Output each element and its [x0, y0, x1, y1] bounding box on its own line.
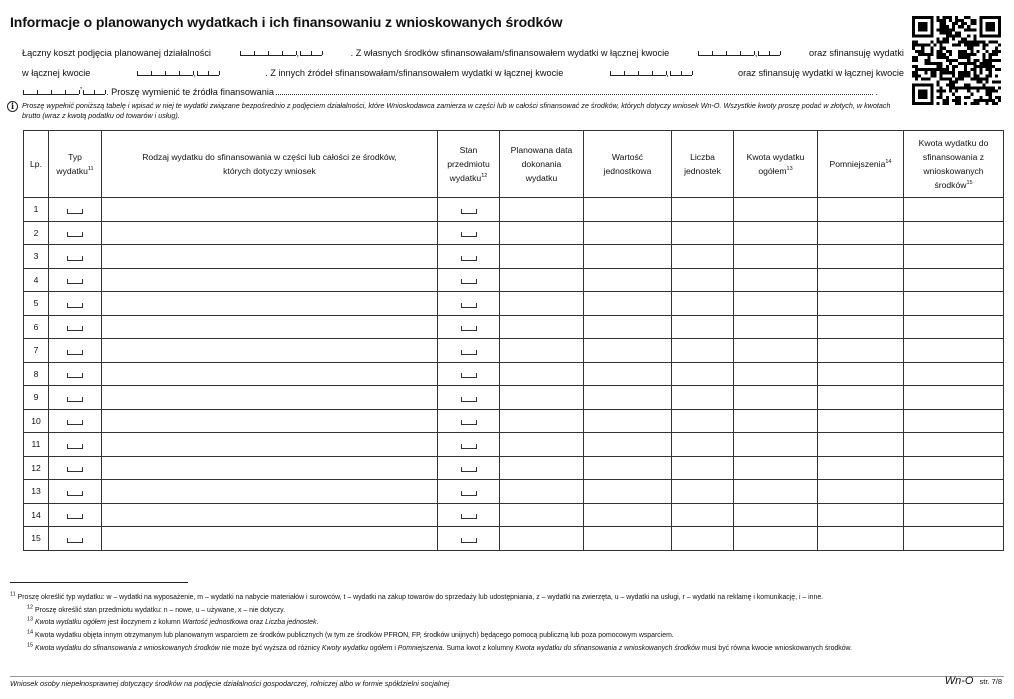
table-row	[24, 245, 1004, 269]
row-number: 2	[24, 221, 49, 245]
kwota-fin-cell[interactable]	[904, 198, 1004, 222]
kwota-fin-cell[interactable]	[904, 268, 1004, 292]
pomniejszenia-cell[interactable]	[818, 503, 904, 527]
own-funds-planned-field[interactable]: ,	[137, 64, 219, 72]
typ-cell[interactable]	[49, 339, 102, 363]
entry-box[interactable]	[67, 209, 83, 214]
stan-cell[interactable]	[438, 386, 500, 410]
stan-cell[interactable]	[438, 339, 500, 363]
intro-text: . Z własnych środków sfinansowałam/sfinansowałem wydatki w łącznej kwocie	[350, 48, 670, 58]
kwota-cell[interactable]	[734, 456, 818, 480]
page-title: Informacje o planowanych wydatkach i ich finansowaniu z wnioskowanych środków	[10, 14, 563, 30]
entry-box[interactable]	[67, 467, 83, 472]
entry-box[interactable]	[461, 397, 477, 402]
entry-box[interactable]	[461, 373, 477, 378]
entry-box[interactable]	[461, 538, 477, 543]
entry-box[interactable]	[461, 209, 477, 214]
liczba-cell[interactable]	[672, 527, 734, 551]
stan-cell[interactable]	[438, 527, 500, 551]
rodzaj-cell[interactable]	[102, 456, 438, 480]
wartosc-cell[interactable]	[584, 198, 672, 222]
pomniejszenia-cell[interactable]	[818, 456, 904, 480]
stan-cell[interactable]	[438, 198, 500, 222]
typ-cell[interactable]	[49, 527, 102, 551]
footnote-13: $^{13}$ Kwota wydatku ogółem jest iloczynem z kolumn Wartość jednostkowa oraz Liczba jednostek.	[27, 617, 319, 627]
entry-box[interactable]	[461, 420, 477, 425]
info-icon: i	[7, 101, 18, 112]
entry-box[interactable]	[67, 420, 83, 425]
wartosc-cell[interactable]	[584, 221, 672, 245]
wartosc-cell[interactable]	[584, 503, 672, 527]
typ-cell[interactable]	[49, 362, 102, 386]
entry-box[interactable]	[461, 491, 477, 496]
typ-cell[interactable]	[49, 315, 102, 339]
qr-code-icon	[912, 16, 1001, 105]
pomniejszenia-cell[interactable]	[818, 221, 904, 245]
entry-box[interactable]	[67, 326, 83, 331]
stan-cell[interactable]	[438, 503, 500, 527]
typ-cell[interactable]	[49, 198, 102, 222]
kwota-fin-cell[interactable]	[904, 409, 1004, 433]
info-text: Proszę wypełnić poniższą tabelę i wpisać w niej te wydatki związane bezpośrednio z podjęciem działalności, które Wnioskodawca zamierza w części lub w całości sfinansować ze środków, których dotyczy wniosek Wn-O. Wszystkie kwoty proszę podać w złotych, w kwotach brutto (wraz z kwotą podatku od towarów i usług).	[22, 101, 891, 120]
other-sources-spent-field[interactable]: ,	[610, 64, 692, 72]
liczba-cell[interactable]	[672, 339, 734, 363]
table-row	[24, 339, 1004, 363]
table-row	[24, 433, 1004, 457]
kwota-fin-cell[interactable]	[904, 339, 1004, 363]
kwota-cell[interactable]	[734, 433, 818, 457]
stan-cell[interactable]	[438, 433, 500, 457]
rodzaj-cell[interactable]	[102, 198, 438, 222]
kwota-cell[interactable]	[734, 221, 818, 245]
row-number: 14	[24, 503, 49, 527]
header-liczba: Liczba jednostek	[672, 131, 734, 198]
rodzaj-cell[interactable]	[102, 386, 438, 410]
rodzaj-cell[interactable]	[102, 339, 438, 363]
kwota-cell[interactable]	[734, 362, 818, 386]
entry-box[interactable]	[461, 444, 477, 449]
stan-cell[interactable]	[438, 221, 500, 245]
data-cell[interactable]	[500, 527, 584, 551]
row-number: 6	[24, 315, 49, 339]
wartosc-cell[interactable]	[584, 315, 672, 339]
typ-cell[interactable]	[49, 409, 102, 433]
kwota-fin-cell[interactable]	[904, 527, 1004, 551]
kwota-fin-cell[interactable]	[904, 315, 1004, 339]
rodzaj-cell[interactable]	[102, 409, 438, 433]
total-cost-amount-field[interactable]: ,	[240, 44, 322, 52]
typ-cell[interactable]	[49, 386, 102, 410]
wartosc-cell[interactable]	[584, 409, 672, 433]
wartosc-cell[interactable]	[584, 456, 672, 480]
liczba-cell[interactable]	[672, 480, 734, 504]
wartosc-cell[interactable]	[584, 245, 672, 269]
entry-box[interactable]	[461, 467, 477, 472]
form-code: Wn-O	[944, 675, 974, 687]
liczba-cell[interactable]	[672, 386, 734, 410]
kwota-fin-cell[interactable]	[904, 456, 1004, 480]
entry-box[interactable]	[67, 514, 83, 519]
pomniejszenia-cell[interactable]	[818, 315, 904, 339]
footnote-14: $^{14}$ Kwota wydatku objęta innym otrzymanym lub planowanym wsparciem ze środków publicznych (w tym ze środków PFRON, FP, środków unijnych) będącego pomocą publiczną lub poza pomocowym wsparciem.	[27, 629, 674, 640]
funding-sources-input[interactable]	[276, 86, 873, 95]
table-row	[24, 386, 1004, 410]
stan-cell[interactable]	[438, 480, 500, 504]
row-number: 3	[24, 245, 49, 269]
liczba-cell[interactable]	[672, 409, 734, 433]
pomniejszenia-cell[interactable]	[818, 268, 904, 292]
intro-text: Łączny koszt podjęcia planowanej działalności	[22, 48, 211, 58]
intro-text: . Z innych źródeł sfinansowałam/sfinansowałem wydatki w łącznej kwocie	[265, 67, 564, 78]
data-cell[interactable]	[500, 315, 584, 339]
expenses-table-body	[24, 198, 1004, 551]
kwota-fin-cell[interactable]	[904, 480, 1004, 504]
typ-cell[interactable]	[49, 268, 102, 292]
entry-box[interactable]	[67, 373, 83, 378]
intro-line-1	[22, 44, 904, 64]
rodzaj-cell[interactable]	[102, 221, 438, 245]
kwota-cell[interactable]	[734, 386, 818, 410]
intro-text: w łącznej kwocie	[22, 67, 91, 78]
stan-cell[interactable]	[438, 362, 500, 386]
table-row	[24, 456, 1004, 480]
entry-box[interactable]	[67, 444, 83, 449]
rodzaj-cell[interactable]	[102, 268, 438, 292]
table-row	[24, 362, 1004, 386]
table-row	[24, 409, 1004, 433]
entry-box[interactable]	[67, 350, 83, 355]
pomniejszenia-cell[interactable]	[818, 245, 904, 269]
liczba-cell[interactable]	[672, 362, 734, 386]
data-cell[interactable]	[500, 292, 584, 316]
pomniejszenia-cell[interactable]	[818, 433, 904, 457]
data-cell[interactable]	[500, 339, 584, 363]
entry-box[interactable]	[67, 232, 83, 237]
data-cell[interactable]	[500, 362, 584, 386]
stan-cell[interactable]	[438, 456, 500, 480]
pomniejszenia-cell[interactable]	[818, 480, 904, 504]
typ-cell[interactable]	[49, 221, 102, 245]
header-data: Planowana data dokonania wydatku	[500, 131, 584, 198]
page-number: str. 7/8	[979, 677, 1002, 686]
kwota-fin-cell[interactable]	[904, 221, 1004, 245]
intro-text: oraz sfinansuję wydatki	[808, 48, 904, 58]
stan-cell[interactable]	[438, 245, 500, 269]
typ-cell[interactable]	[49, 433, 102, 457]
liczba-cell[interactable]	[672, 315, 734, 339]
wartosc-cell[interactable]	[584, 339, 672, 363]
liczba-cell[interactable]	[672, 292, 734, 316]
wartosc-cell[interactable]	[584, 433, 672, 457]
row-number: 11	[24, 433, 49, 457]
table-row	[24, 503, 1004, 527]
footer-form-description: Wniosek osoby niepełnosprawnej dotyczący środków na podjęcie działalności gospodarczej, rolniczej albo w formie spółdzielni socjalnej	[10, 679, 450, 688]
row-number: 12	[24, 456, 49, 480]
liczba-cell[interactable]	[672, 503, 734, 527]
entry-box[interactable]	[461, 279, 477, 284]
entry-box[interactable]	[461, 514, 477, 519]
data-cell[interactable]	[500, 480, 584, 504]
footer-page-id	[945, 675, 1002, 687]
kwota-cell[interactable]	[734, 503, 818, 527]
stan-cell[interactable]	[438, 315, 500, 339]
wartosc-cell[interactable]	[584, 480, 672, 504]
data-cell[interactable]	[500, 221, 584, 245]
data-cell[interactable]	[500, 386, 584, 410]
kwota-cell[interactable]	[734, 198, 818, 222]
kwota-fin-cell[interactable]	[904, 386, 1004, 410]
table-row	[24, 268, 1004, 292]
footnotes	[10, 592, 1004, 655]
typ-cell[interactable]	[49, 292, 102, 316]
rodzaj-cell[interactable]	[102, 245, 438, 269]
data-cell[interactable]	[500, 456, 584, 480]
entry-box[interactable]	[67, 303, 83, 308]
pomniejszenia-cell[interactable]	[818, 386, 904, 410]
intro-line-2	[22, 64, 904, 84]
footnote-12: $^{12}$ Proszę określić stan przedmiotu wydatku: n – nowe, u – używane, x – nie dotyczy.	[27, 604, 286, 614]
row-number: 1	[24, 198, 49, 222]
rodzaj-cell[interactable]	[102, 315, 438, 339]
data-cell[interactable]	[500, 433, 584, 457]
liczba-cell[interactable]	[672, 245, 734, 269]
liczba-cell[interactable]	[672, 268, 734, 292]
kwota-cell[interactable]	[734, 527, 818, 551]
table-header-row	[24, 131, 1004, 198]
kwota-cell[interactable]	[734, 268, 818, 292]
row-number: 7	[24, 339, 49, 363]
kwota-cell[interactable]	[734, 292, 818, 316]
data-cell[interactable]	[500, 409, 584, 433]
footnote-15: $^{15}$ Kwota wydatku do sfinansowania z wnioskowanych środków nie może być wyższa od różnicy Kwoty wydatku ogółem i Pomniejszenia. Suma kwot z kolumny Kwota wydatku do sfinansowania z wnioskowanych środków musi być równa kwocie wnioskowanych środków.	[27, 642, 853, 652]
row-number: 4	[24, 268, 49, 292]
wartosc-cell[interactable]	[584, 386, 672, 410]
rodzaj-cell[interactable]	[102, 433, 438, 457]
footer-divider	[10, 676, 1004, 677]
pomniejszenia-cell[interactable]	[818, 292, 904, 316]
rodzaj-cell[interactable]	[102, 292, 438, 316]
pomniejszenia-cell[interactable]	[818, 339, 904, 363]
typ-cell[interactable]	[49, 480, 102, 504]
entry-box[interactable]	[67, 538, 83, 543]
row-number: 10	[24, 409, 49, 433]
typ-cell[interactable]	[49, 456, 102, 480]
kwota-cell[interactable]	[734, 315, 818, 339]
entry-box[interactable]	[67, 279, 83, 284]
own-funds-spent-field[interactable]: ,	[698, 44, 780, 52]
wartosc-cell[interactable]	[584, 527, 672, 551]
table-row	[24, 527, 1004, 551]
liczba-cell[interactable]	[672, 456, 734, 480]
pomniejszenia-cell[interactable]	[818, 409, 904, 433]
table-row	[24, 480, 1004, 504]
header-stan: Stan przedmiotu wydatku$^{12}$	[438, 131, 500, 198]
table-row	[24, 198, 1004, 222]
data-cell[interactable]	[500, 198, 584, 222]
entry-box[interactable]	[67, 256, 83, 261]
rodzaj-cell[interactable]	[102, 480, 438, 504]
intro-line-3	[22, 79, 904, 103]
footnote-11: $^{11}$ Proszę określić typ wydatku: w – wydatki na wyposażenie, m – wydatki na nabycie materiałów i surowców, t – wydatki na zakup towarów do sprzedaży lub udostępniania, z – wydatki na zwierzęta, u – wydatki na usługi, r – wydatki na reklamę i komunikację, i – inne.	[10, 591, 824, 601]
entry-box[interactable]	[461, 326, 477, 331]
rodzaj-cell[interactable]	[102, 527, 438, 551]
data-cell[interactable]	[500, 245, 584, 269]
intro-text: oraz sfinansuję wydatki w łącznej kwocie	[738, 67, 904, 78]
typ-cell[interactable]	[49, 503, 102, 527]
row-number: 15	[24, 527, 49, 551]
entry-box[interactable]	[461, 303, 477, 308]
intro-text: .	[875, 87, 878, 97]
liczba-cell[interactable]	[672, 198, 734, 222]
table-row	[24, 221, 1004, 245]
kwota-fin-cell[interactable]	[904, 503, 1004, 527]
header-kwota: Kwota wydatku ogółem$^{13}$	[734, 131, 818, 198]
entry-box[interactable]	[461, 350, 477, 355]
row-number: 8	[24, 362, 49, 386]
header-wartosc: Wartość jednostkowa	[584, 131, 672, 198]
table-row	[24, 315, 1004, 339]
entry-box[interactable]	[67, 397, 83, 402]
intro-text: . Proszę wymienić te źródła finansowania	[106, 87, 275, 97]
header-pomniejszenia: Pomniejszenia$^{14}$	[818, 131, 904, 198]
wartosc-cell[interactable]	[584, 268, 672, 292]
data-cell[interactable]	[500, 268, 584, 292]
kwota-fin-cell[interactable]	[904, 362, 1004, 386]
expenses-table	[23, 130, 1004, 551]
kwota-cell[interactable]	[734, 339, 818, 363]
pomniejszenia-cell[interactable]	[818, 198, 904, 222]
liczba-cell[interactable]	[672, 221, 734, 245]
entry-box[interactable]	[461, 256, 477, 261]
pomniejszenia-cell[interactable]	[818, 362, 904, 386]
kwota-fin-cell[interactable]	[904, 433, 1004, 457]
entry-box[interactable]	[461, 232, 477, 237]
row-number: 5	[24, 292, 49, 316]
stan-cell[interactable]	[438, 292, 500, 316]
other-sources-planned-field[interactable]: ,	[23, 87, 105, 95]
table-row	[24, 292, 1004, 316]
rodzaj-cell[interactable]	[102, 503, 438, 527]
pomniejszenia-cell[interactable]	[818, 527, 904, 551]
stan-cell[interactable]	[438, 409, 500, 433]
header-rodzaj: Rodzaj wydatku do sfinansowania w części lub całości ze środków, których dotyczy wniosek	[102, 131, 438, 198]
intro-paragraph	[22, 44, 904, 103]
wartosc-cell[interactable]	[584, 362, 672, 386]
entry-box[interactable]	[67, 491, 83, 496]
kwota-cell[interactable]	[734, 245, 818, 269]
kwota-cell[interactable]	[734, 480, 818, 504]
header-kwota-fin: Kwota wydatku do sfinansowania z wnioskowanych środków$^{15}$	[904, 131, 1004, 198]
kwota-cell[interactable]	[734, 409, 818, 433]
stan-cell[interactable]	[438, 268, 500, 292]
kwota-fin-cell[interactable]	[904, 292, 1004, 316]
kwota-fin-cell[interactable]	[904, 245, 1004, 269]
typ-cell[interactable]	[49, 245, 102, 269]
rodzaj-cell[interactable]	[102, 362, 438, 386]
header-typ: Typ wydatku$^{11}$	[49, 131, 102, 198]
footnote-divider	[10, 582, 188, 583]
row-number: 13	[24, 480, 49, 504]
wartosc-cell[interactable]	[584, 292, 672, 316]
row-number: 9	[24, 386, 49, 410]
liczba-cell[interactable]	[672, 433, 734, 457]
data-cell[interactable]	[500, 503, 584, 527]
header-lp: Lp.	[24, 131, 49, 198]
